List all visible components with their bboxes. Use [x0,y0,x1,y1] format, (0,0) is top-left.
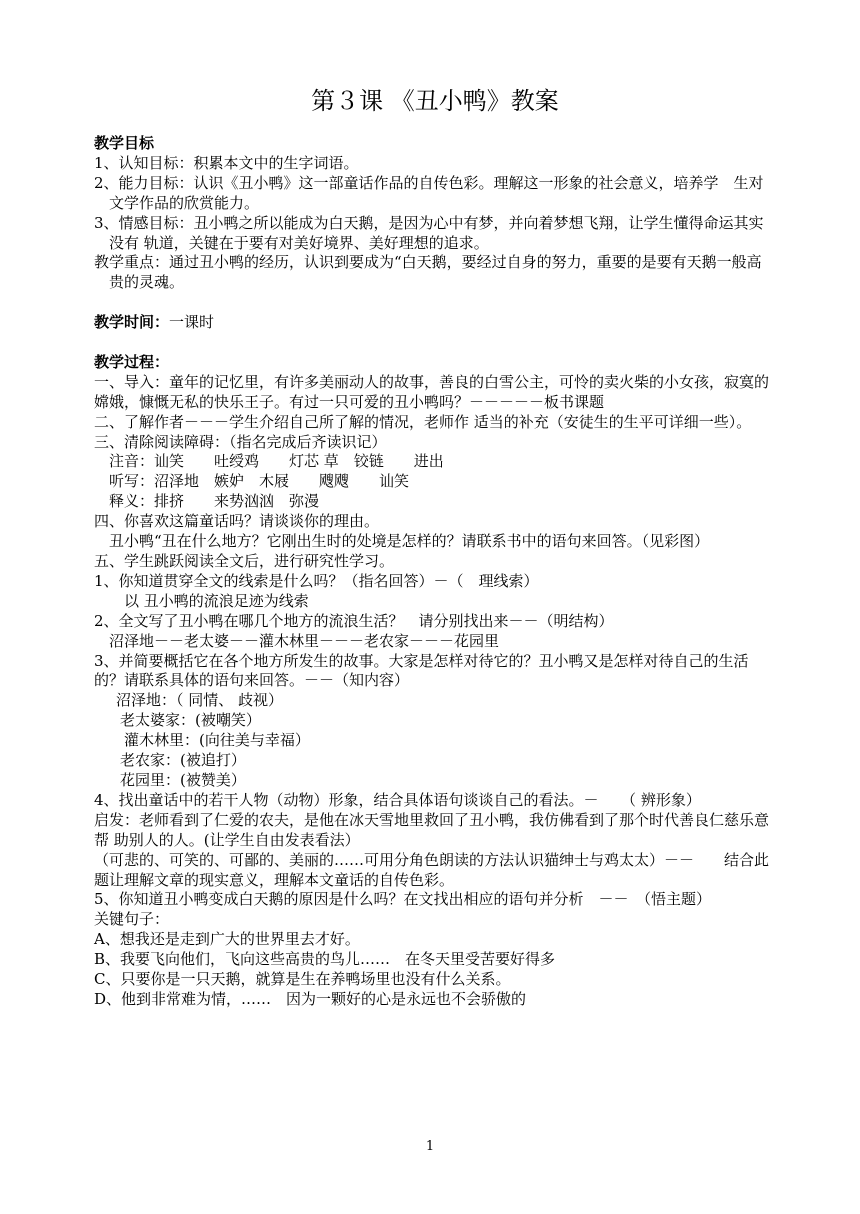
goals-heading: 教学目标 [94,134,155,152]
section-study: 五、学生跳跃阅读全文后，进行研究性学习。 [94,552,395,570]
question-3-answer: 老太婆家：(被嘲笑） [120,711,261,730]
vocab-definition: 释义：排挤 来势汹汹 弥漫 [109,492,320,511]
process-heading: 教学过程： [94,352,170,371]
question-3-answer: 灌木林里：(向往美与幸福） [124,731,310,750]
question-5: 5、你知道丑小鸭变成白天鹅的原因是什么吗？在文找出相应的语句并分析 －－ （悟主题） [94,890,712,909]
goal-item: 3、情感目标：丑小鸭之所以能成为白天鹅，是因为心中有梦，并向着梦想飞翔，让学生懂得命运其实没有 轨道，关键在于要有对美好境界、美好理想的追求。 [94,213,764,252]
vocab-pinyin: 注音：讪笑 吐绶鸡 灯芯 草 铰链 进出 [109,452,444,471]
spacer [94,333,776,353]
question-3-answer: 花园里：(被赞美） [120,770,246,789]
section-vocab: 三、清除阅读障碍：（指名完成后齐读识记） [94,432,387,451]
goal-item: 2、能力目标：认识《丑小鸭》这一部童话作品的自传色彩。理解这一形象的社会意义，培养学 生对文学作品的欣赏能力。 [94,173,764,212]
page-title: 第３课 《丑小鸭》教案 [311,87,559,115]
opinion-question: 丑小鸭“丑在什么地方？它刚出生时的处境是怎样的？请联系书中的语句来回答。（见彩图） [109,532,710,551]
question-3-answer: 沼泽地：（ 同情、 歧视） [116,691,284,710]
goal-item: 1、认知目标：积累本文中的生字词语。 [94,153,359,172]
question-2-answer: 沼泽地－－老太婆－－灌木林里－－－老农家－－－花园里 [109,631,500,650]
question-4-note: （可悲的、可笑的、可鄙的、美丽的……可用分角色朗读的方法认识猫绅士与鸡太太）－－ 结合此题让理解文章的现实意义，理解本文童话的自传色彩。 [94,850,770,889]
section-opinion: 四、你喜欢这篇童话吗？请谈谈你的理由。 [94,512,380,531]
spacer [94,293,776,313]
question-3: 3、并简要概括它在各个地方所发生的故事。大家是怎样对待它的？丑小鸭又是怎样对待自己的生活的？请联系具体的语句来回答。－－（知内容） [94,651,749,690]
key-sentence: B、我要飞向他们，飞向这些高贵的鸟儿…… 在冬天里受苦要好得多 [94,950,556,969]
question-3-answer: 老农家：(被追打） [120,751,246,770]
section-author: 二、了解作者－－－学生介绍自己所了解的情况，老师作 适当的补充（安徒生的生平可详细一些）。 [94,412,752,431]
question-4: 4、找出童话中的若干人物（动物）形象，结合具体语句谈谈自己的看法。－ （ 辨形象） [94,790,701,809]
question-4-hint: 启发：老师看到了仁爱的农夫，是他在冰天雪地里救回了丑小鸭，我仿佛看到了那个时代善良仁慈乐意帮 助别人的人。(让学生自由发表看法） [94,810,770,849]
page-number: 1 [425,1139,435,1154]
teaching-time-label: 教学时间： [94,313,170,332]
question-1: 1、你知道贯穿全文的线索是什么吗？（指名回答）－（ 理线索） [94,571,539,590]
teaching-time [94,313,776,333]
key-sentences-heading: 关键句子： [94,910,170,929]
section-intro: 一、导入：童年的记忆里，有许多美丽动人的故事，善良的白雪公主，可怜的卖火柴的小女孩，寂寞的嫦娥，慷慨无私的快乐王子。有过一只可爱的丑小鸭吗？－－－－－板书课题 [94,372,770,411]
teaching-focus: 教学重点：通过丑小鸭的经历，认识到要成为“白天鹅，要经过自身的努力，重要的是要有天鹅一般高贵的灵魂。 [94,253,762,292]
teaching-time-value: 一课时 [169,313,215,332]
vocab-dictation: 听写：沼泽地 嫉妒 木屐 飕飕 讪笑 [109,472,410,491]
key-sentence: C、只要你是一只天鹅，就算是生在养鸭场里也没有什么关系。 [94,970,511,989]
key-sentence: D、他到非常难为情，…… 因为一颗好的心是永远也不会骄傲的 [94,989,527,1008]
question-1-answer: 以 丑小鸭的流浪足迹为线索 [124,591,309,610]
document-body [94,86,776,1010]
question-2: 2、全文写了丑小鸭在哪几个地方的流浪生活？ 请分别找出来－－（明结构） [94,611,614,630]
key-sentence: A、想我还是走到广大的世界里去才好。 [94,930,360,949]
